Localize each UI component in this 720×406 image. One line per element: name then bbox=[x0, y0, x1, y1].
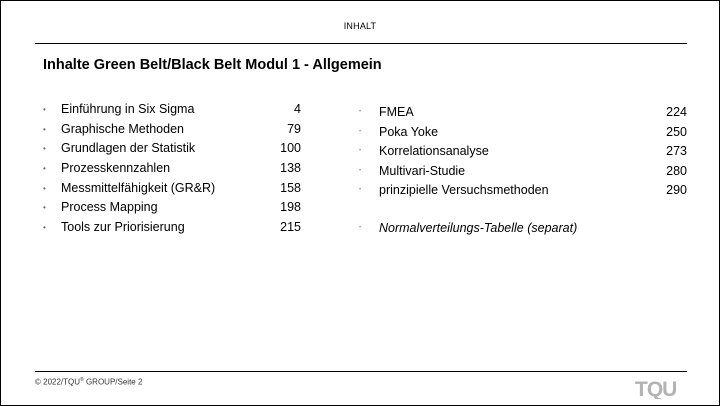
contents-item bbox=[359, 123, 687, 143]
contents-item-label: Korrelationsanalyse bbox=[379, 144, 489, 158]
bullet-icon: • bbox=[43, 183, 46, 193]
contents-item-page: 273 bbox=[666, 144, 687, 158]
contents-list-left bbox=[43, 100, 301, 238]
top-divider bbox=[35, 43, 687, 44]
contents-item-page: 4 bbox=[294, 102, 301, 116]
contents-item-label: Process Mapping bbox=[61, 200, 158, 215]
contents-item bbox=[359, 103, 687, 123]
contents-item bbox=[43, 100, 301, 120]
footer-suffix: GROUP/Seite 2 bbox=[83, 377, 143, 387]
contents-item-page: 158 bbox=[280, 180, 301, 195]
bullet-icon: • bbox=[43, 144, 46, 154]
contents-item bbox=[359, 142, 687, 162]
contents-list-right bbox=[359, 103, 687, 238]
bullet-icon: • bbox=[43, 203, 46, 213]
contents-item bbox=[43, 179, 301, 199]
contents-item-page: 138 bbox=[280, 161, 301, 176]
contents-item bbox=[43, 139, 301, 159]
footer-copyright bbox=[35, 377, 142, 387]
contents-item-label: prinzipielle Versuchsmethoden bbox=[379, 183, 549, 197]
contents-item-page: 280 bbox=[666, 163, 687, 178]
footer-prefix: © 2022/TQU bbox=[35, 377, 81, 387]
contents-item bbox=[43, 218, 301, 238]
bullet-icon: • bbox=[359, 109, 362, 115]
contents-item-label: Einführung in Six Sigma bbox=[61, 102, 195, 116]
contents-item bbox=[43, 198, 301, 218]
contents-item bbox=[359, 162, 687, 182]
contents-item-label: FMEA bbox=[379, 105, 414, 119]
contents-item bbox=[359, 181, 687, 201]
contents-item-label: Grundlagen der Statistik bbox=[61, 141, 196, 156]
bullet-icon: • bbox=[359, 224, 362, 231]
contents-item-page: 290 bbox=[666, 183, 687, 197]
bottom-divider bbox=[35, 371, 687, 372]
tqu-logo-text: TQU bbox=[635, 378, 677, 399]
contents-note bbox=[359, 219, 687, 239]
section-header: INHALT bbox=[343, 21, 377, 31]
bullet-icon: • bbox=[359, 187, 362, 193]
bullet-icon: • bbox=[43, 105, 46, 114]
contents-item-page: 100 bbox=[280, 141, 301, 156]
contents-item-page: 250 bbox=[666, 124, 687, 139]
contents-item-label: Prozesskennzahlen bbox=[61, 161, 171, 176]
bullet-icon: • bbox=[359, 167, 362, 174]
slide-title: Inhalte Green Belt/Black Belt Modul 1 - Allgemein bbox=[43, 57, 382, 73]
contents-item-label: Messmittelfähigkeit (GR&R) bbox=[61, 180, 216, 195]
list-spacer bbox=[359, 201, 687, 219]
bullet-icon: • bbox=[359, 148, 362, 154]
contents-item bbox=[43, 120, 301, 140]
bullet-icon: • bbox=[359, 128, 362, 135]
contents-item-label: Poka Yoke bbox=[379, 124, 439, 139]
contents-item bbox=[43, 159, 301, 179]
contents-item-label: Tools zur Priorisierung bbox=[61, 220, 185, 235]
contents-item-page: 198 bbox=[280, 200, 301, 215]
registered-mark: ® bbox=[80, 377, 84, 383]
contents-item-label: Graphische Methoden bbox=[61, 121, 184, 136]
contents-item-label: Multivari-Studie bbox=[379, 163, 466, 178]
contents-item-page: 79 bbox=[287, 121, 301, 136]
contents-item-page: 224 bbox=[666, 105, 687, 119]
tqu-logo bbox=[635, 377, 693, 399]
bullet-icon: • bbox=[43, 223, 46, 233]
contents-note-label: Normalverteilungs-Tabelle (separat) bbox=[379, 220, 578, 235]
bullet-icon: • bbox=[43, 124, 46, 134]
bullet-icon: • bbox=[43, 164, 46, 174]
contents-item-page: 215 bbox=[280, 220, 301, 235]
